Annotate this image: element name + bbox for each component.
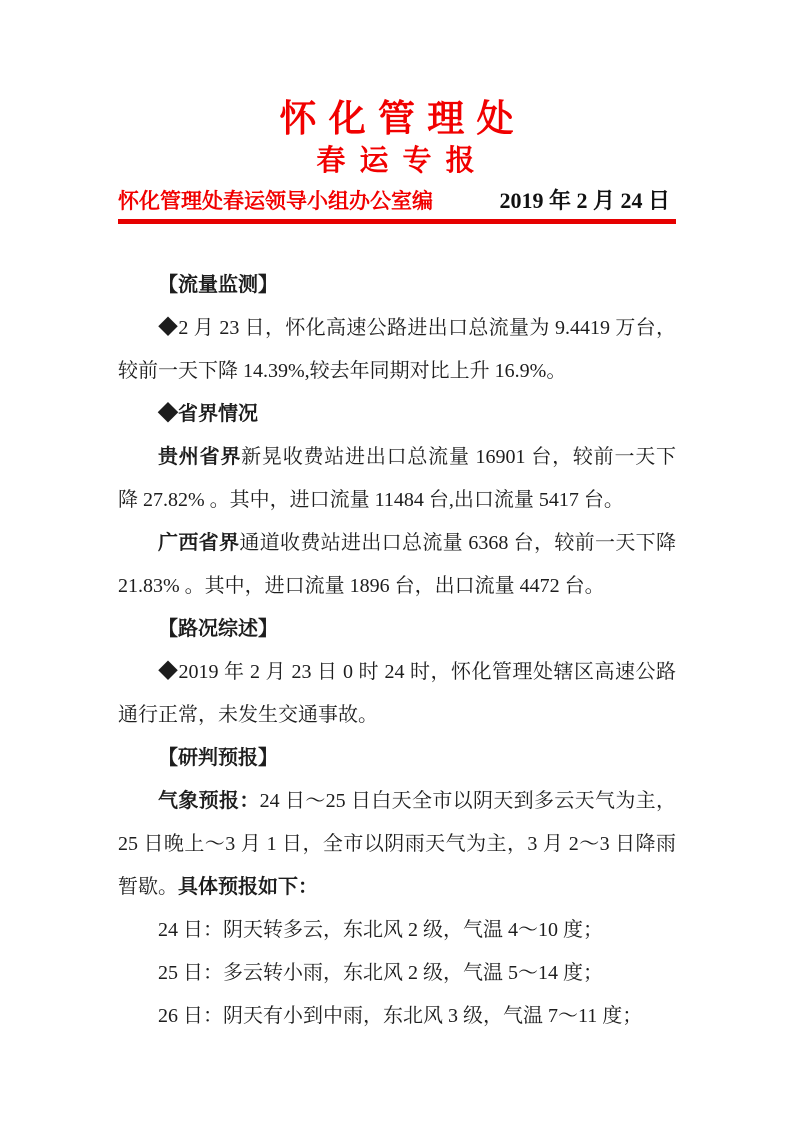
issue-date: 2019 年 2 月 24 日 [499,188,670,213]
document-title: 怀 化 管 理 处 [279,98,515,139]
paragraph-forecast-day-24 [118,909,676,952]
paragraph-text: 24 日：阴天转多云，东北风 2 级，气温 4～10 度； [158,919,603,941]
section-heading-traffic-monitoring: 【流量监测】 [158,274,278,296]
paragraph-total-traffic [118,307,676,393]
subheading-provincial-border: ◆省界情况 [158,403,258,425]
paragraph-text: 通道收费站进出口总流量 6368 台，较前一天下降 21.83% 。其中，进口流量 1896 台，出口流量 4472 台。 [118,532,677,597]
document-header [118,97,676,224]
paragraph-text: ◆2 月 23 日，怀化高速公路进出口总流量为 9.4419 万台，较前一天下降 14.39%,较去年同期对比上升 16.9%。 [118,317,676,382]
paragraph-forecast-day-26 [118,995,676,1038]
paragraph-bold-tail: 具体预报如下： [178,876,318,898]
editor-credit: 怀化管理处春运领导小组办公室编 [118,189,433,213]
document-body [118,264,676,1038]
paragraph-weather-forecast [118,780,676,909]
section-heading-forecast: 【研判预报】 [158,747,278,769]
paragraph-text: 新晃收费站进出口总流量 16901 台，较前一天下降 27.82% 。其中，进口流量 11484 台,出口流量 5417 台。 [118,446,677,511]
header-divider-rule [118,219,676,224]
paragraph-text: 25 日：多云转小雨，东北风 2 级，气温 5～14 度； [158,962,603,984]
paragraph-guizhou-border [118,436,676,522]
paragraph-text: 24 日～25 日白天全市以阴天到多云天气为主，25 日晚上～3 月 1 日，全市以阴雨天气为主，3 月 2～3 日降雨暂歇。 [118,790,677,898]
paragraph-text: 26 日：阴天有小到中雨，东北风 3 级，气温 7～11 度； [158,1005,643,1027]
paragraph-bold-lead: 贵州省界 [158,446,242,468]
paragraph-guangxi-border [118,522,676,608]
paragraph-text: ◆2019 年 2 月 23 日 0 时 24 时，怀化管理处辖区高速公路通行正常，未发生交通事故。 [118,661,676,726]
paragraph-forecast-day-25 [118,952,676,995]
paragraph-road-conditions [118,651,676,737]
paragraph-bold-lead: 气象预报： [158,790,260,812]
paragraph-bold-lead: 广西省界 [158,532,240,554]
section-heading-road-conditions: 【路况综述】 [158,618,278,640]
editor-row [118,187,676,215]
document-subtitle: 春 运 专 报 [316,145,478,177]
